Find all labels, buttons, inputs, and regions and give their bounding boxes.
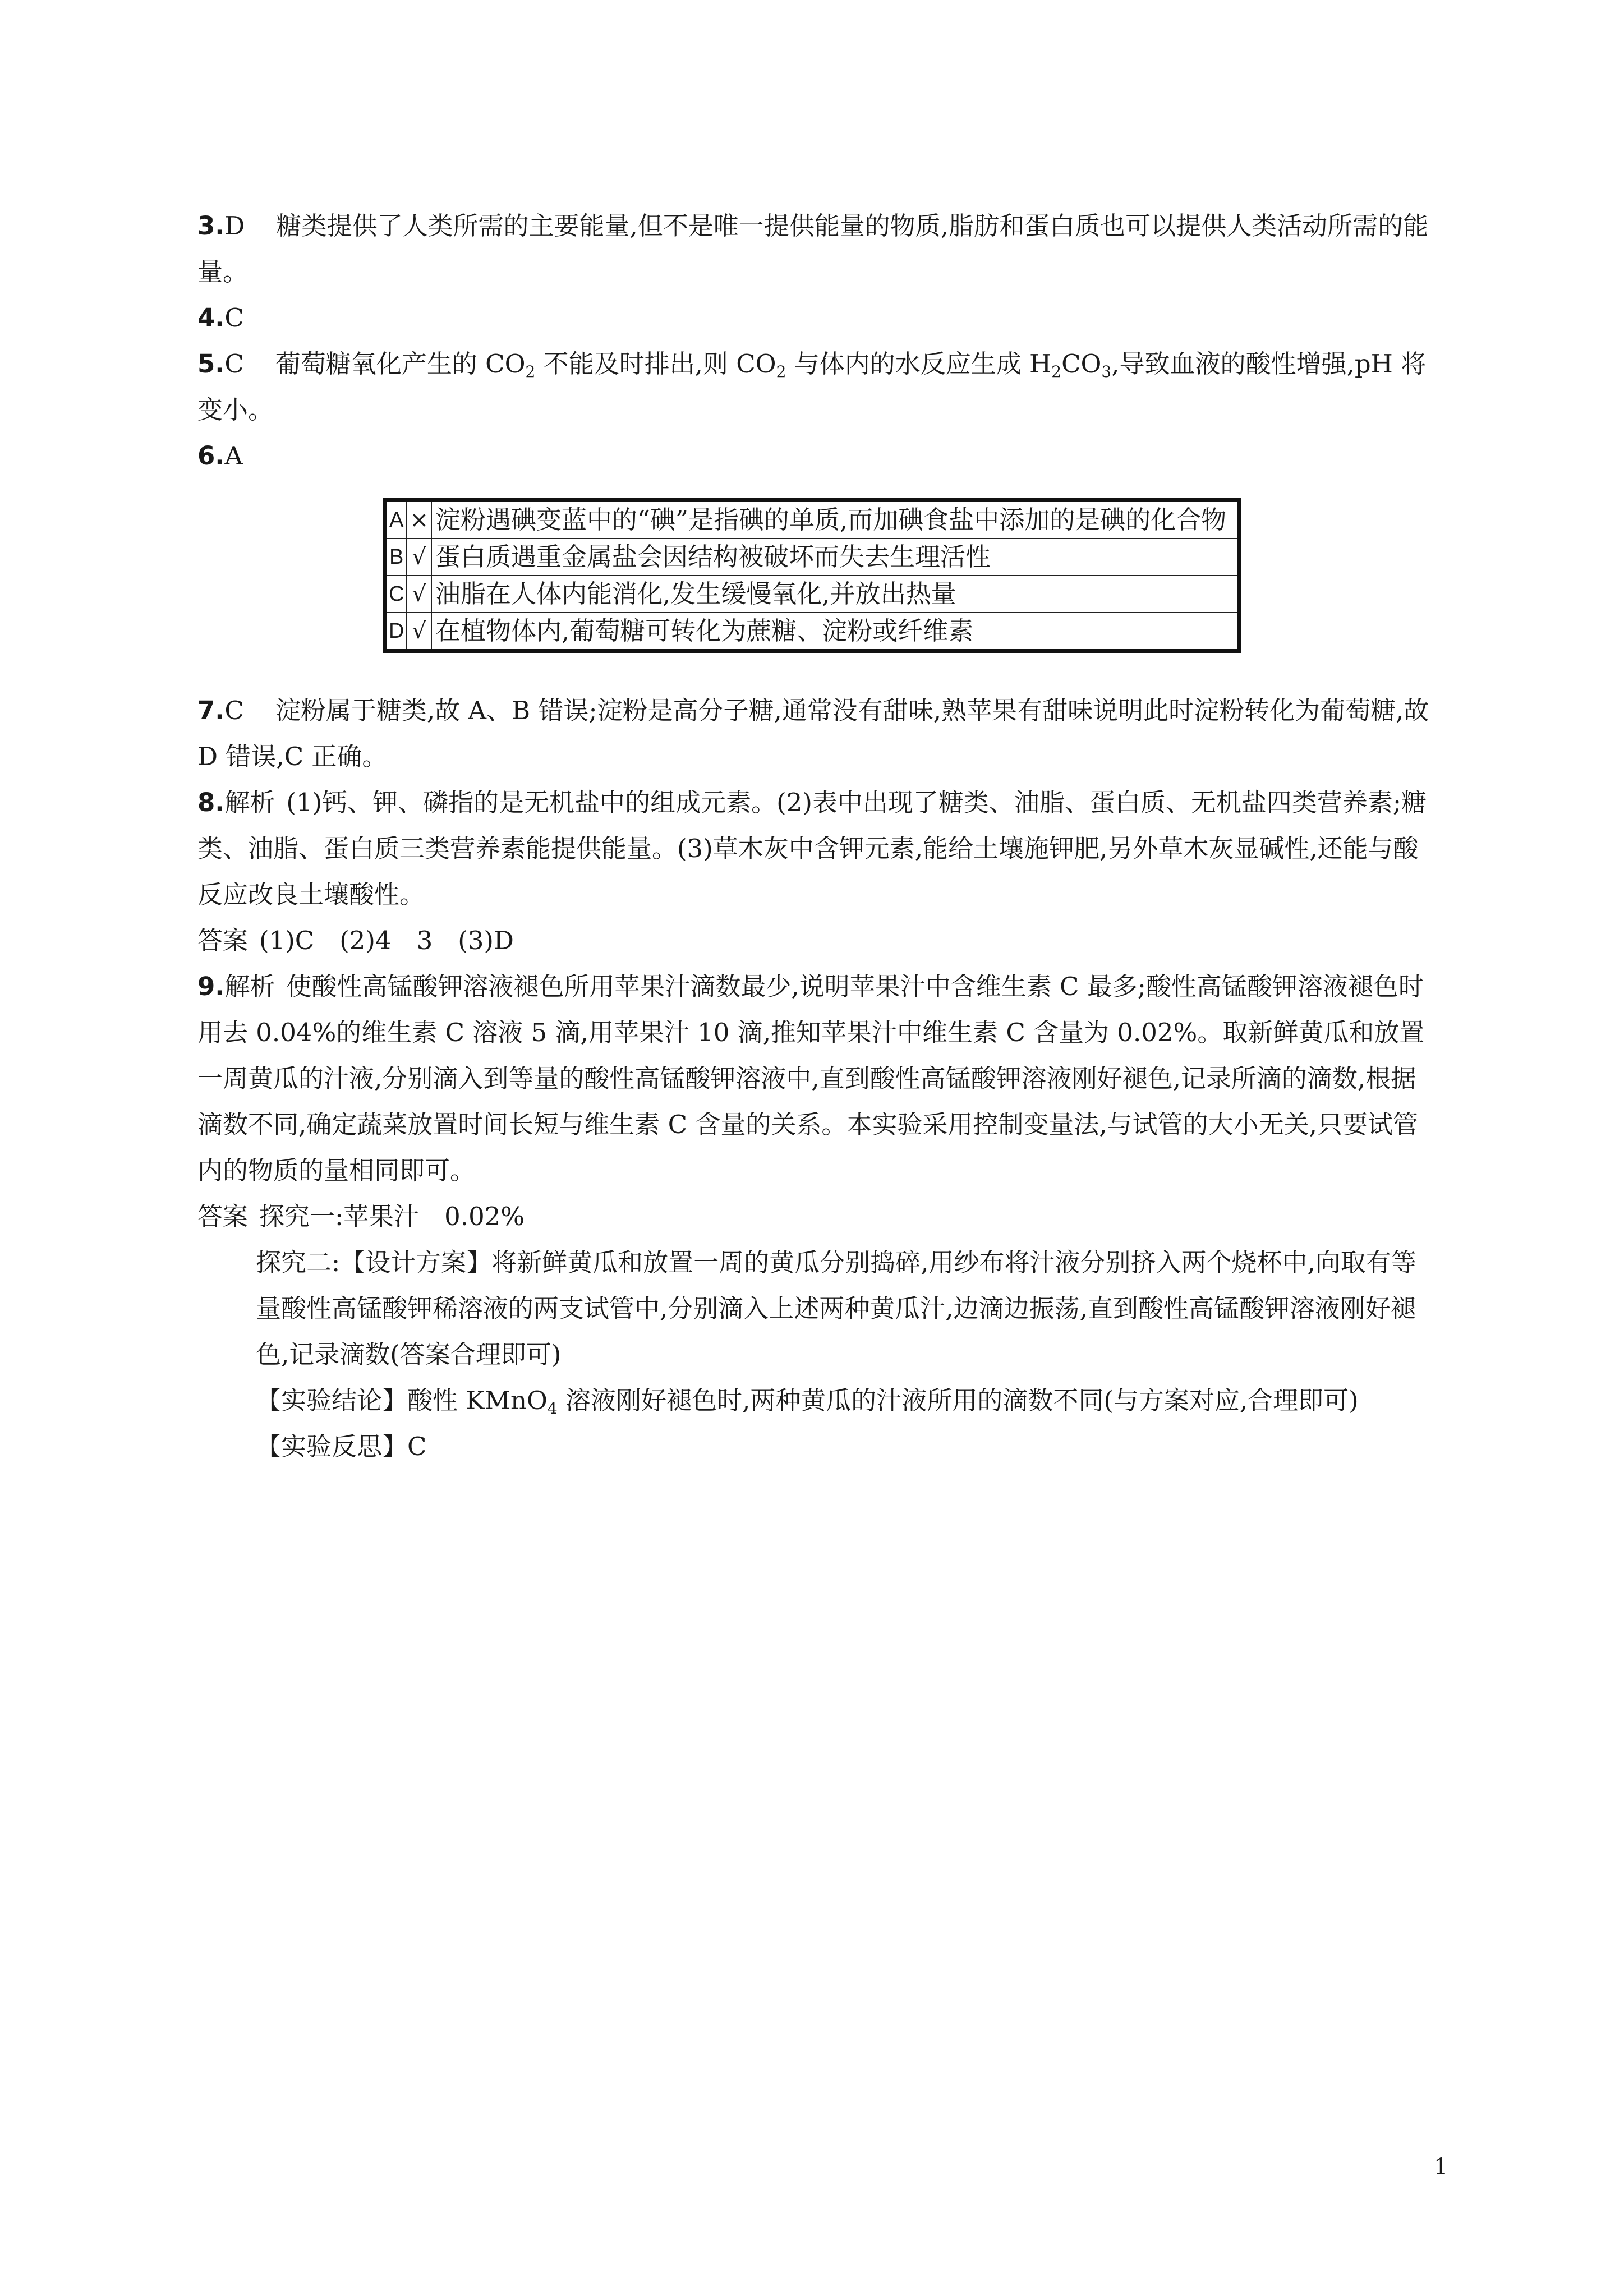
option-explanation: 淀粉遇碘变蓝中的“碘”是指碘的单质,而加碘食盐中添加的是碘的化合物 xyxy=(431,500,1239,539)
item-answer: C xyxy=(224,349,244,379)
page-number: 1 xyxy=(1434,2154,1448,2180)
answer-content xyxy=(197,203,1432,1470)
judgement-mark: √ xyxy=(407,613,431,651)
subscript: 2 xyxy=(525,362,536,381)
option-letter: C xyxy=(385,576,407,613)
item-8-answer xyxy=(197,918,1432,964)
option-letter: D xyxy=(385,613,407,651)
item-answer: D xyxy=(224,211,245,241)
answer-label: 答案 xyxy=(197,1202,249,1231)
options-table-wrapper xyxy=(383,498,1432,653)
answer-text: (1)C (2)4 3 (3)D xyxy=(259,926,514,955)
item-4 xyxy=(197,295,1432,341)
table-row xyxy=(385,613,1239,651)
option-explanation: 在植物体内,葡萄糖可转化为蔗糖、淀粉或纤维素 xyxy=(431,613,1239,651)
item-explanation: 使酸性高锰酸钾溶液褪色所用苹果汁滴数最少,说明苹果汁中含维生素 C 最多;酸性高锰酸钾溶液褪色时用去 0.04%的维生素 C 溶液 5 滴,用苹果汁 10 滴,推知苹果汁中维生素 C 含量为 0.02%。取新鲜黄瓜和放置一周黄瓜的汁液,分别滴入到等量的酸性高锰酸钾溶液中,直到酸性高锰酸钾溶液刚好褪色,记录所滴的滴数,根据滴数不同,确定蔬菜放置时间长短与维生素 C 含量的关系。本实验采用控制变量法,与试管的大小无关,只要试管内的物质的量相同即可。 xyxy=(197,972,1425,1185)
analysis-label: 解析 xyxy=(224,788,275,817)
item-6 xyxy=(197,433,1432,479)
explanation-part: 葡萄糖氧化产生的 CO xyxy=(275,349,526,379)
explanation-part: CO xyxy=(1061,349,1102,379)
item-number: 6. xyxy=(197,441,225,471)
subscript: 3 xyxy=(1101,362,1112,381)
inquiry-two: 探究二:【设计方案】将新鲜黄瓜和放置一周的黄瓜分别捣碎,用纱布将汁液分别挤入两个烧杯中,向取有等量酸性高锰酸钾稀溶液的两支试管中,分别滴入上述两种黄瓜汁,边滴边振荡,直到酸性高锰酸钾溶液刚好褪色,记录滴数(答案合理即可) xyxy=(256,1248,1416,1369)
table-row xyxy=(385,576,1239,613)
item-8 xyxy=(197,780,1432,918)
item-number: 8. xyxy=(197,788,225,817)
option-explanation: 油脂在人体内能消化,发生缓慢氧化,并放出热量 xyxy=(431,576,1239,613)
table-row xyxy=(385,500,1239,539)
answer-label: 答案 xyxy=(197,926,249,955)
subscript: 4 xyxy=(547,1399,558,1418)
explanation-part: ,导致血液的酸性增强,pH 将变小。 xyxy=(197,349,1427,425)
item-explanation: (1)钙、钾、磷指的是无机盐中的组成元素。(2)表中出现了糖类、油脂、蛋白质、无机盐四类营养素;糖类、油脂、蛋白质三类营养素能提供能量。(3)草木灰中含钾元素,能给土壤施钾肥,另外草木灰显碱性,还能与酸反应改良土壤酸性。 xyxy=(197,788,1427,909)
option-explanation: 蛋白质遇重金属盐会因结构被破坏而失去生理活性 xyxy=(431,539,1239,576)
item-5 xyxy=(197,341,1432,433)
item-answer: C xyxy=(224,303,244,333)
item-9 xyxy=(197,964,1432,1194)
inquiry-one: 探究一:苹果汁 0.02% xyxy=(259,1202,525,1231)
conclusion-text: 溶液刚好褪色时,两种黄瓜的汁液所用的滴数不同(与方案对应,合理即可) xyxy=(557,1386,1359,1415)
item-number: 3. xyxy=(197,211,225,241)
option-letter: A xyxy=(385,500,407,539)
experiment-conclusion xyxy=(197,1378,1432,1424)
item-number: 9. xyxy=(197,972,225,1001)
analysis-label: 解析 xyxy=(224,972,275,1001)
explanation-part: 不能及时排出,则 CO xyxy=(535,349,776,379)
item-number: 4. xyxy=(197,303,225,333)
item-explanation: 淀粉属于糖类,故 A、B 错误;淀粉是高分子糖,通常没有甜味,熟苹果有甜味说明此时淀粉转化为葡萄糖,故 D 错误,C 正确。 xyxy=(197,696,1429,771)
item-9-answer xyxy=(197,1194,1432,1240)
options-table xyxy=(383,498,1241,653)
experiment-reflection: 【实验反思】C xyxy=(256,1432,427,1461)
subscript: 2 xyxy=(776,362,786,381)
judgement-mark: √ xyxy=(407,539,431,576)
item-explanation: 糖类提供了人类所需的主要能量,但不是唯一提供能量的物质,脂肪和蛋白质也可以提供人类活动所需的能量。 xyxy=(197,211,1429,287)
explanation-part: 与体内的水反应生成 H xyxy=(786,349,1052,379)
item-3 xyxy=(197,203,1432,295)
item-answer: A xyxy=(224,441,243,471)
item-number: 7. xyxy=(197,696,225,725)
item-answer: C xyxy=(224,696,244,725)
judgement-mark: × xyxy=(407,500,431,539)
subscript: 2 xyxy=(1051,362,1062,381)
table-row xyxy=(385,539,1239,576)
conclusion-text: 【实验结论】酸性 KMnO xyxy=(256,1386,548,1415)
judgement-mark: √ xyxy=(407,576,431,613)
option-letter: B xyxy=(385,539,407,576)
item-number: 5. xyxy=(197,349,225,379)
item-7 xyxy=(197,688,1432,780)
